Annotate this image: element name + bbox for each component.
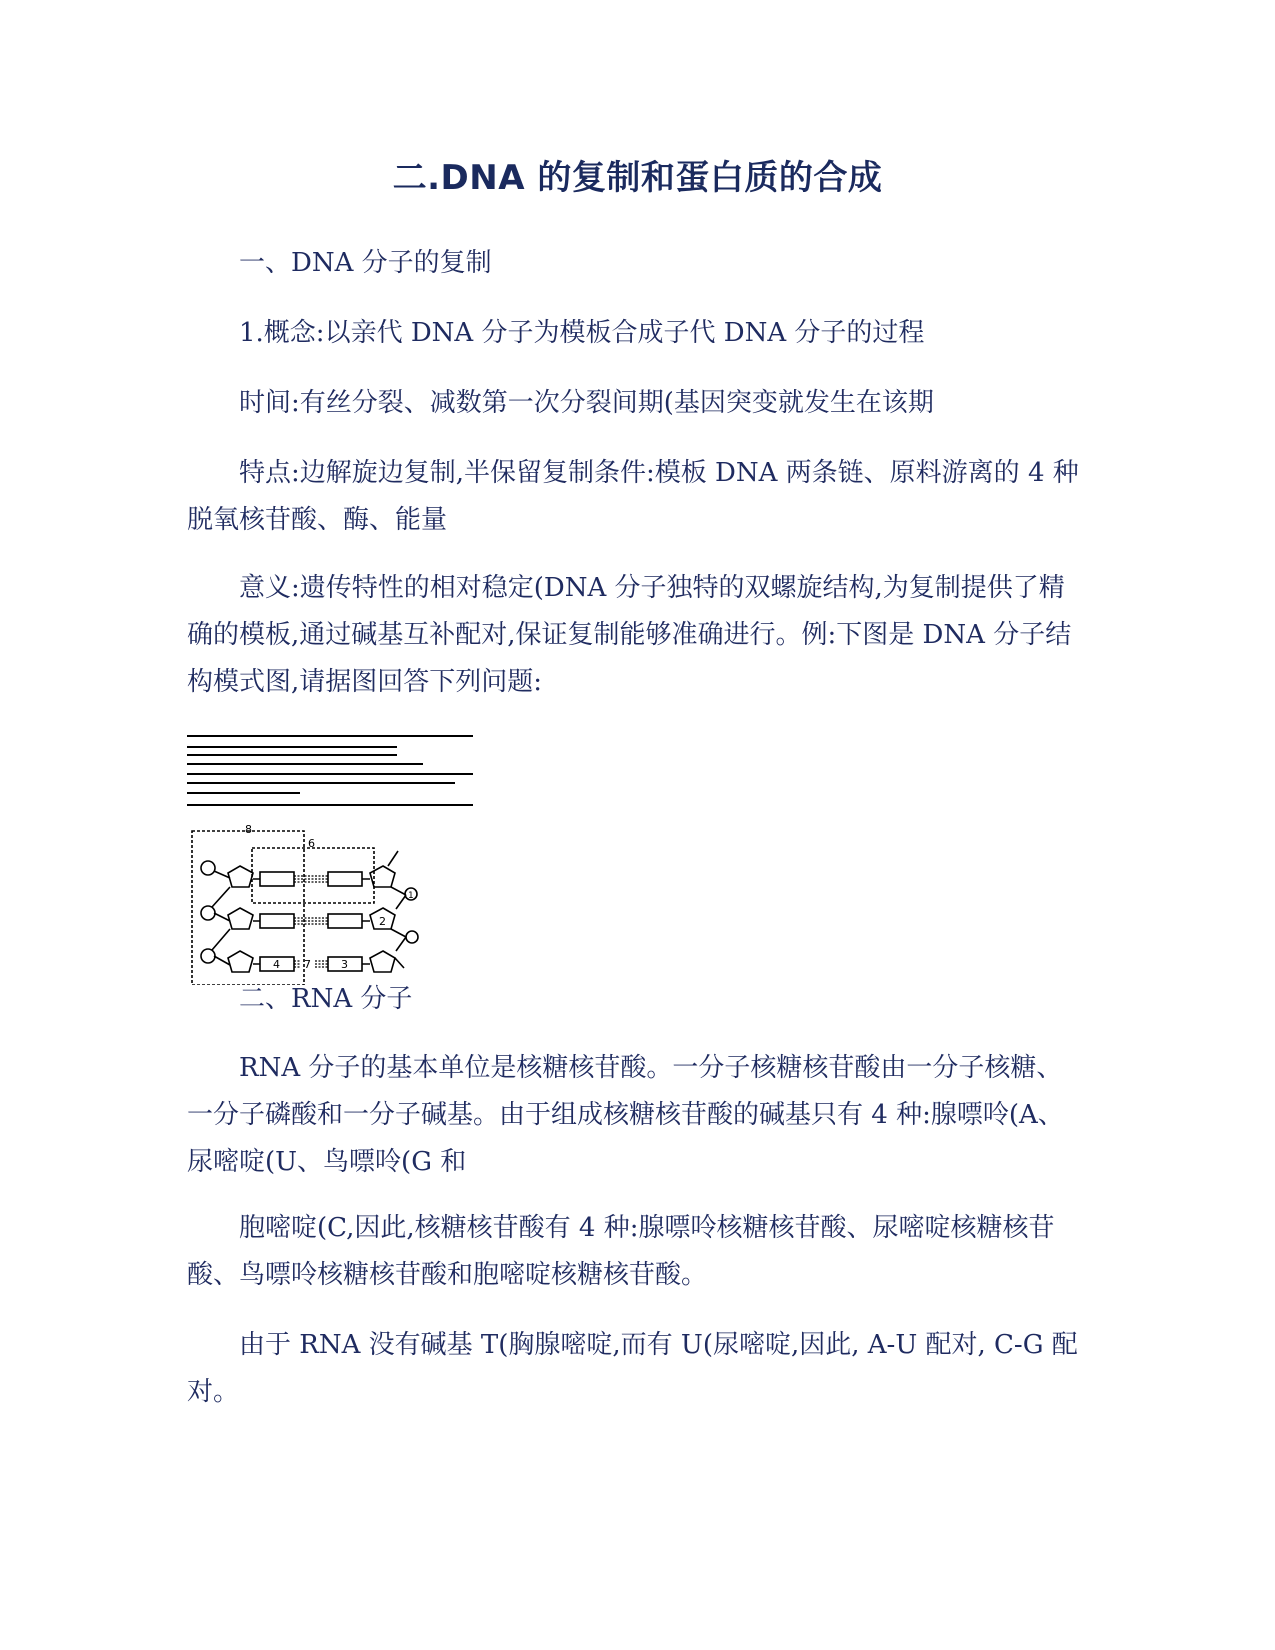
right-backbone [388,851,406,968]
rule-line [187,735,473,737]
base-box [260,914,294,928]
label-7: 7 [304,958,311,971]
hydrogen-bond [294,961,328,967]
placeholder-lines [187,735,473,815]
section1-heading: 一、DNA 分子的复制 [239,248,492,278]
rna-paragraph-1: RNA 分子的基本单位是核糖核苷酸。一分子核糖核苷酸由一分子核糖、一分子磷酸和一分子碱基。由于组成核糖核苷酸的碱基只有 4 种:腺嘌呤(A、尿嘧啶(U、鸟嘌呤(G 和 [187,1053,1064,1177]
hydrogen-bond [294,876,328,882]
label-8: 8 [245,823,252,836]
label-6: 6 [308,837,315,850]
label-2: 2 [379,915,386,928]
rna-paragraph-2: 胞嘧啶(C,因此,核糖核苷酸有 4 种:腺嘌呤核糖核苷酸、尿嘧啶核糖核苷酸、鸟嘌呤核糖核苷酸和胞嘧啶核糖核苷酸。 [187,1213,1055,1290]
base-box [328,914,362,928]
phosphate-circle [201,861,215,875]
dna-structure-diagram [190,823,460,985]
rule-line [187,754,397,756]
rule-line [187,746,397,748]
document-title: 二.DNA 的复制和蛋白质的合成 [392,158,883,198]
rule-line [187,792,300,794]
left-backbone [212,871,230,965]
section2-heading: 二、RNA 分子 [239,984,413,1014]
sugar-pentagon [228,908,253,929]
concept-paragraph: 1.概念:以亲代 DNA 分子为模板合成子代 DNA 分子的过程 [239,318,925,348]
sugar-pentagon [228,951,253,972]
sugar-pentagon [228,866,253,887]
sugar-base-link [253,879,260,964]
sugar-base-link [362,879,370,964]
label-1: 1 [408,891,414,901]
sugar-pentagon [370,951,395,972]
rna-paragraph-3: 由于 RNA 没有碱基 T(胸腺嘧啶,而有 U(尿嘧啶,因此, A-U 配对, C-G 配对。 [187,1330,1078,1407]
label-4: 4 [273,958,280,971]
box-8-dashed [192,831,304,985]
rule-line [187,782,455,784]
time-paragraph: 时间:有丝分裂、减数第一次分裂间期(基因突变就发生在该期 [239,388,934,418]
rule-line [187,804,473,806]
phosphate-circle [201,949,215,963]
rule-line [187,773,473,775]
label-3: 3 [341,958,348,971]
hydrogen-bond [294,918,328,924]
base-box [260,872,294,886]
meaning-paragraph: 意义:遗传特性的相对稳定(DNA 分子独特的双螺旋结构,为复制提供了精确的模板,通过碱基互补配对,保证复制能够准确进行。例:下图是 DNA 分子结构模式图,请据图回答下列问题: [187,573,1072,697]
features-paragraph: 特点:边解旋边复制,半保留复制条件:模板 DNA 两条链、原料游离的 4 种脱氧核苷酸、酶、能量 [187,458,1079,535]
phosphate-circle [201,906,215,920]
phosphate-circle [406,931,418,943]
base-box [328,872,362,886]
rule-line [187,763,423,765]
